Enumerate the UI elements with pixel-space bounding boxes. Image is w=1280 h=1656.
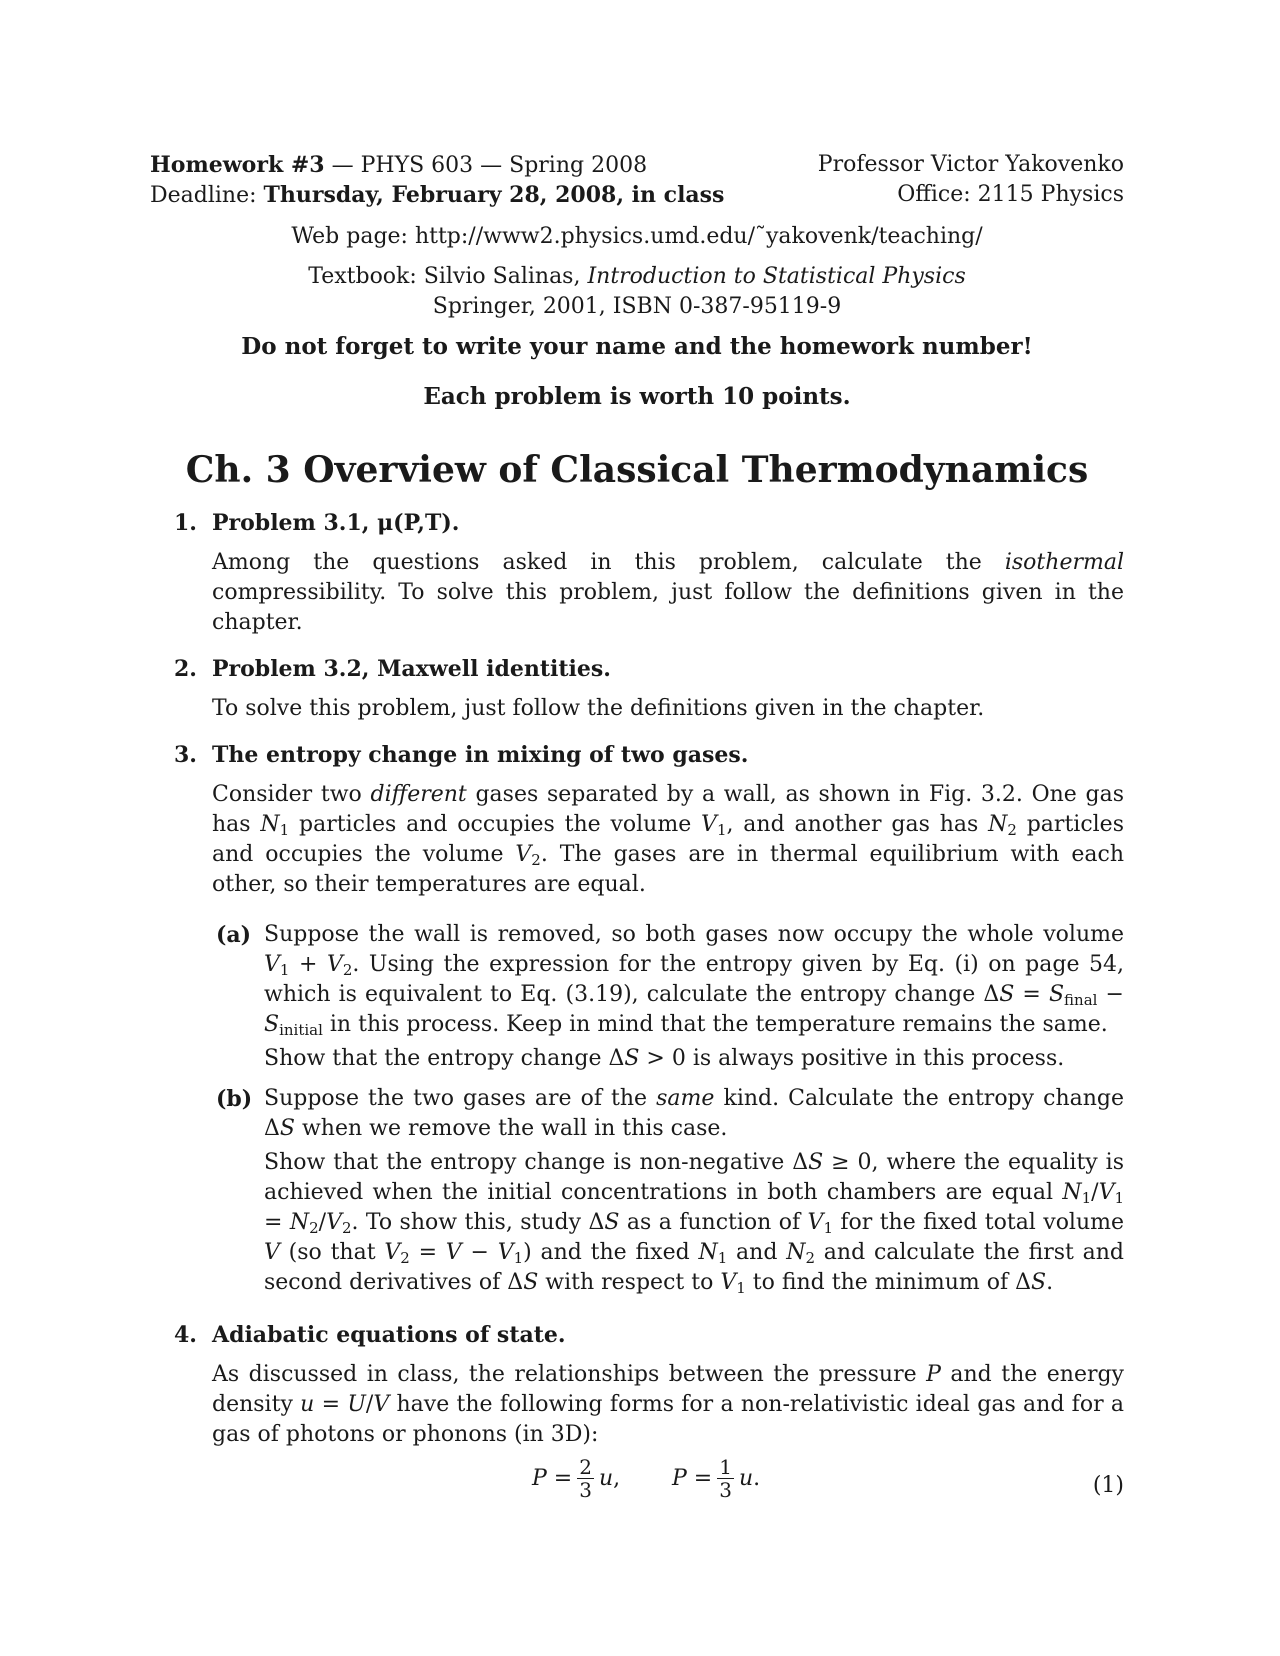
subproblem-b: (b) Suppose the two gases are of the same kind. Calculate the entropy change ΔS when we remove the wall in this case. Show that the entropy change is non-negative ΔS ≥ 0, where the equality is achieved when the initial concentrations in both chambers are equal $N_1/V_1 = N_2/V_2$. To show this, study ΔS as a function of $V_1$ for the fixed total volume V (so that $V_2 = V - V_1$) and the fixed $N_1$ and $N_2$ and calculate the first and second derivatives of ΔS with respect to $V_1$ to find the minimum of ΔS. bbox=[216, 1086, 1125, 1297]
reminder-note: Do not forget to write your name and the homework number! bbox=[241, 333, 1033, 360]
equation-nonrelativistic: P = $\frac{2}{3}$ u , bbox=[532, 1455, 621, 1502]
deadline-label: Deadline: bbox=[150, 183, 264, 208]
homework-label: Homework #3 bbox=[150, 152, 325, 178]
problem-body: To solve this problem, just follow the definitions given in the chapter. bbox=[212, 696, 985, 721]
textbook-label: Textbook: Silvio Salinas, bbox=[308, 264, 588, 289]
points-note: Each problem is worth 10 points. bbox=[423, 383, 851, 410]
equation-photons: P = $\frac{1}{3}$ u . bbox=[672, 1455, 761, 1502]
problem-number: 3. bbox=[174, 742, 197, 768]
office-location: Office: 2115 Physics bbox=[897, 182, 1124, 207]
problem-number: 4. bbox=[174, 1322, 197, 1348]
equation-number: (1) bbox=[1092, 1473, 1124, 1498]
homework-page bbox=[150, 150, 1124, 1516]
professor-name: Professor Victor Yakovenko bbox=[817, 152, 1124, 177]
header-row-1 bbox=[150, 150, 1124, 180]
course-line: — PHYS 603 — Spring 2008 bbox=[324, 153, 648, 178]
problem-body: As discussed in class, the relationships between the pressure P and the energy density u = U/V have the following forms for a non-relativistic ideal gas and for a gas of photons or phonons (in 3D): bbox=[212, 1362, 1124, 1447]
problem-body: Among the questions asked in this problem, calculate the isothermal compressibility. To solve this problem, just follow the definitions given in the chapter. bbox=[212, 550, 1124, 635]
header-row-2 bbox=[150, 180, 1124, 210]
header-left-2 bbox=[150, 180, 724, 210]
problem-title: Problem 3.2, Maxwell identities. bbox=[212, 656, 611, 682]
textbook-title: Introduction to Statistical Physics bbox=[587, 264, 966, 289]
problem-1 bbox=[150, 508, 1124, 638]
equation-1 bbox=[212, 1456, 1124, 1516]
chapter-title: Ch. 3 Overview of Classical Thermodynamics bbox=[185, 449, 1089, 491]
subproblem-label: (b) bbox=[216, 1086, 253, 1112]
publisher-line: Springer, 2001, ISBN 0-387-95119-9 bbox=[432, 294, 842, 319]
web-page-line: Web page: http://www2.physics.umd.edu/˜yakovenk/teaching/ bbox=[291, 224, 983, 249]
problem-title: Adiabatic equations of state. bbox=[212, 1322, 566, 1348]
deadline-date: Thursday, February 28, 2008, in class bbox=[263, 182, 725, 208]
problem-title: Problem 3.1, μ(P,T). bbox=[212, 510, 460, 536]
subproblem-a: (a) Suppose the wall is removed, so both gases now occupy the whole volume $V_1 + V_2$. Using the expression for the entropy given by Eq. (i) on page 54, which is equivalent to Eq. (3.19), calculate the entropy change $\Delta S = S_{final} - S_{initial}$ in this process. Keep in mind that the temperature remains the same. Show that the entropy change ΔS > 0 is always positive in this process. bbox=[216, 922, 1125, 1071]
textbook-line bbox=[150, 262, 1124, 292]
problem-3 bbox=[150, 740, 1124, 1298]
problem-number: 1. bbox=[174, 510, 197, 536]
problem-body: Consider two different gases separated by a wall, as shown in Fig. 3.2. One gas has $N_1$ particles and occupies the volume $V_1$, and another gas has $N_2$ particles and occupies the volume $V_2$. The gases are in thermal equilibrium with each other, so their temperatures are equal. bbox=[212, 782, 1124, 897]
header-left-1 bbox=[150, 150, 647, 180]
problem-2 bbox=[150, 654, 1124, 724]
problem-number: 2. bbox=[174, 656, 197, 682]
subproblem-label: (a) bbox=[216, 922, 252, 948]
problem-title: The entropy change in mixing of two gases. bbox=[212, 742, 749, 768]
problem-4 bbox=[150, 1320, 1124, 1516]
